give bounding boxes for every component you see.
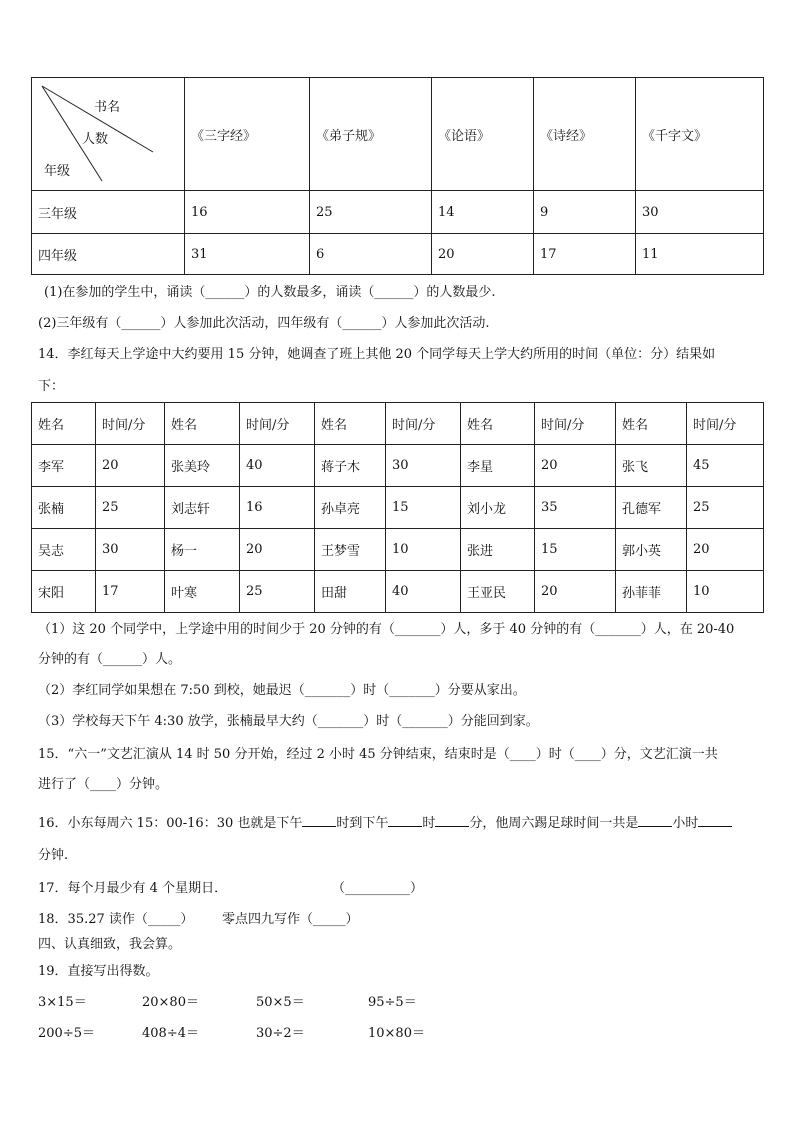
table-cell: 45 <box>687 445 764 487</box>
table-cell: 20 <box>535 445 616 487</box>
table-cell: 40 <box>386 571 461 613</box>
count-cell: 14 <box>432 191 534 234</box>
book-header: 《诗经》 <box>534 78 636 191</box>
q16-line1 <box>38 812 732 834</box>
count-cell: 16 <box>185 191 310 234</box>
book-reading-table <box>31 77 764 275</box>
calc-item: 30÷2＝ <box>256 1026 305 1041</box>
q16-text-1: 16．小东每周六 15：00-16：30 也就是下午 <box>38 816 303 831</box>
table-cell: 张楠 <box>32 487 96 529</box>
q18-write: 零点四九写作（_____） <box>222 912 359 927</box>
count-cell: 11 <box>636 234 764 275</box>
table-cell: 郭小英 <box>616 529 687 571</box>
header-cell: 姓名 <box>165 403 240 445</box>
corner-label-count: 人数 <box>82 132 109 147</box>
q14-sub1-line1: （1）这 20 个同学中，上学途中用的时间少于 20 分钟的有（_______）人，多于 40 分钟的有（_______）人，在 20-40 <box>38 622 735 637</box>
header-cell: 时间/分 <box>96 403 165 445</box>
q15-line1: 15．“六一”文艺汇演从 14 时 50 分开始，经过 2 小时 45 分钟结束，结束时是（____）时（____）分，文艺汇演一共 <box>38 747 718 762</box>
q17-text: 17．每个月最少有 4 个星期日． <box>38 881 228 896</box>
diagonal-header-cell <box>32 78 185 191</box>
table-cell: 10 <box>687 571 764 613</box>
header-cell: 姓名 <box>32 403 96 445</box>
q16-text-3: 时 <box>422 816 436 831</box>
table-cell: 李星 <box>461 445 535 487</box>
header-cell: 时间/分 <box>240 403 315 445</box>
header-cell: 时间/分 <box>687 403 764 445</box>
book-header: 《弟子规》 <box>310 78 432 191</box>
table-cell: 25 <box>687 487 764 529</box>
table-row <box>32 529 764 571</box>
table-cell: 张美玲 <box>165 445 240 487</box>
q14-intro-line1: 14．李红每天上学途中大约要用 15 分钟，她调查了班上其他 20 个同学每天上学大约所用的时间（单位：分）结果如 <box>38 347 716 362</box>
count-cell: 20 <box>432 234 534 275</box>
q16-text-4: 分，他周六踢足球时间一共是 <box>469 816 639 831</box>
table-cell: 孔德军 <box>616 487 687 529</box>
q18-read: 18．35.27 读作（_____） <box>38 912 194 927</box>
answer-blank[interactable] <box>435 812 469 827</box>
table-cell: 30 <box>96 529 165 571</box>
header-cell: 姓名 <box>461 403 535 445</box>
table-cell: 王梦雪 <box>315 529 386 571</box>
book-header: 《三字经》 <box>185 78 310 191</box>
table-row <box>32 234 764 275</box>
table-cell: 25 <box>96 487 165 529</box>
table-cell: 孙菲菲 <box>616 571 687 613</box>
q17-answer-paren: （__________） <box>332 881 424 896</box>
commute-time-table <box>31 402 764 613</box>
table-cell: 40 <box>240 445 315 487</box>
table-row <box>32 445 764 487</box>
answer-blank[interactable] <box>698 812 732 827</box>
table-cell: 25 <box>240 571 315 613</box>
section-heading: 四、认真细致，我会算。 <box>38 937 182 952</box>
table-cell: 10 <box>386 529 461 571</box>
table-cell: 叶寒 <box>165 571 240 613</box>
q14-sub2: （2）李红同学如果想在 7:50 到校，她最迟（_______）时（_______）分要从家出。 <box>38 683 526 698</box>
calc-item: 95÷5＝ <box>368 995 417 1010</box>
calc-item: 50×5＝ <box>256 995 305 1010</box>
calc-item: 3×15＝ <box>38 995 87 1010</box>
q14-intro-line2: 下： <box>38 379 65 394</box>
table-cell: 蒋子木 <box>315 445 386 487</box>
table-cell: 30 <box>386 445 461 487</box>
grade-cell: 四年级 <box>32 234 185 275</box>
table-cell: 张进 <box>461 529 535 571</box>
table-cell: 李军 <box>32 445 96 487</box>
header-cell: 时间/分 <box>386 403 461 445</box>
q14-sub1-line2: 分钟的有（______）人。 <box>38 652 182 667</box>
q15-line2: 进行了（____）分钟。 <box>38 777 169 792</box>
book-header: 《论语》 <box>432 78 534 191</box>
calc-item: 200÷5＝ <box>38 1026 95 1041</box>
table-cell: 20 <box>687 529 764 571</box>
table-cell: 35 <box>535 487 616 529</box>
calc-item: 10×80＝ <box>368 1026 425 1041</box>
header-cell: 姓名 <box>315 403 386 445</box>
corner-label-book: 书名 <box>94 100 121 115</box>
count-cell: 9 <box>534 191 636 234</box>
table-cell: 17 <box>96 571 165 613</box>
table-cell: 16 <box>240 487 315 529</box>
table-cell: 15 <box>535 529 616 571</box>
table-row <box>32 191 764 234</box>
count-cell: 25 <box>310 191 432 234</box>
table-cell: 孙卓亮 <box>315 487 386 529</box>
q13-part2: (2)三年级有（______）人参加此次活动，四年级有（______）人参加此次活动. <box>38 316 490 331</box>
table-cell: 宋阳 <box>32 571 96 613</box>
q16-line2: 分钟. <box>38 848 69 863</box>
answer-blank[interactable] <box>302 812 336 827</box>
table-header-row <box>32 403 764 445</box>
count-cell: 30 <box>636 191 764 234</box>
answer-blank[interactable] <box>388 812 422 827</box>
corner-label-grade: 年级 <box>44 164 71 179</box>
answer-blank[interactable] <box>638 812 672 827</box>
table-cell: 吴志 <box>32 529 96 571</box>
table-cell: 王亚民 <box>461 571 535 613</box>
table-cell: 20 <box>535 571 616 613</box>
grade-cell: 三年级 <box>32 191 185 234</box>
table-cell: 杨一 <box>165 529 240 571</box>
calc-item: 20×80＝ <box>142 995 199 1010</box>
q19-title: 19．直接写出得数。 <box>38 964 159 979</box>
calc-item: 408÷4＝ <box>142 1026 199 1041</box>
table-cell: 刘志轩 <box>165 487 240 529</box>
table-cell: 15 <box>386 487 461 529</box>
q16-text-5: 小时 <box>672 816 699 831</box>
q16-text-2: 时到下午 <box>336 816 389 831</box>
table-cell: 刘小龙 <box>461 487 535 529</box>
table-cell: 20 <box>240 529 315 571</box>
table-header-row <box>32 78 764 191</box>
count-cell: 6 <box>310 234 432 275</box>
q13-part1: (1)在参加的学生中，诵读（______）的人数最多，诵读（______）的人数最少. <box>44 285 496 300</box>
table-row <box>32 571 764 613</box>
table-cell: 田甜 <box>315 571 386 613</box>
table-row <box>32 487 764 529</box>
table-cell: 张飞 <box>616 445 687 487</box>
table-cell: 20 <box>96 445 165 487</box>
header-cell: 时间/分 <box>535 403 616 445</box>
count-cell: 17 <box>534 234 636 275</box>
count-cell: 31 <box>185 234 310 275</box>
q14-sub3: （3）学校每天下午 4:30 放学，张楠最早大约（_______）时（_______）分能回到家。 <box>38 714 539 729</box>
book-header: 《千字文》 <box>636 78 764 191</box>
header-cell: 姓名 <box>616 403 687 445</box>
